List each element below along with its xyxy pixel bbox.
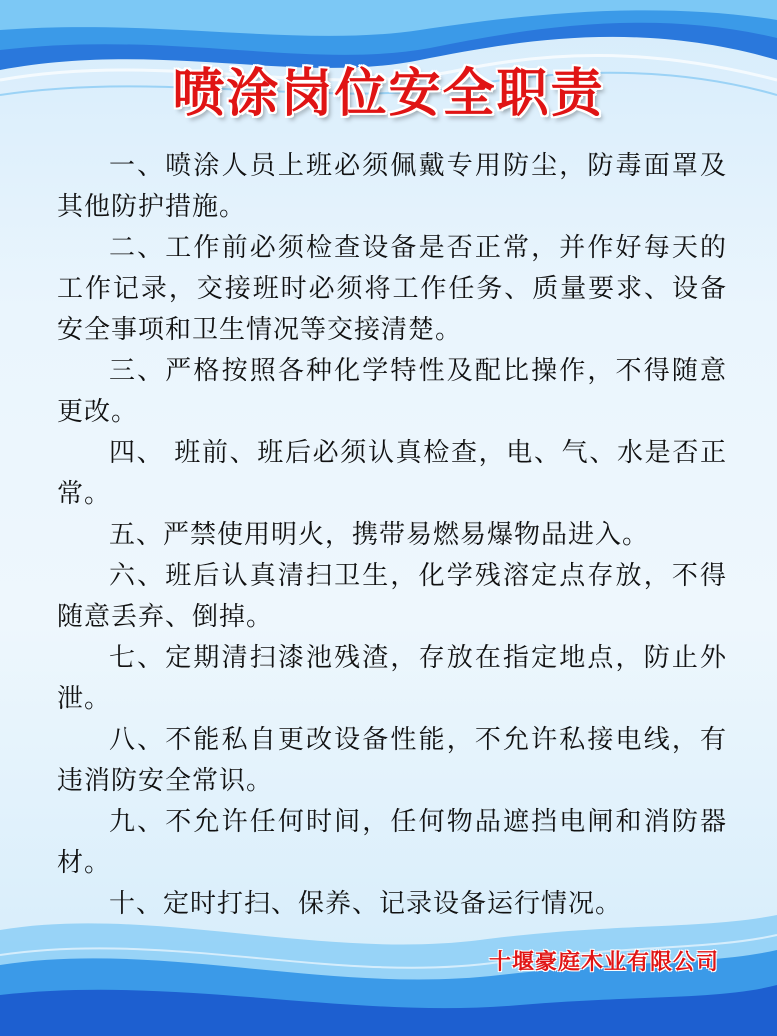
duty-item-5: 五、严禁使用明火，携带易燃易爆物品进入。 [109, 520, 650, 550]
duty-item-2: 二、工作前必须检查设备是否正常，并作好每天的工作记录，交接班时必须将工作任务、质量要求、设备安全事项和卫生情况等交接清楚。 [57, 233, 727, 345]
duty-item-9: 九、不允许任何时间，任何物品遮挡电闸和消防器材。 [57, 807, 727, 878]
duty-item-1: 一、喷涂人员上班必须佩戴专用防尘，防毒面罩及其他防护措施。 [57, 151, 727, 222]
duty-item-4: 四、 班前、班后必须认真检查，电、气、水是否正常。 [57, 438, 727, 509]
duty-item-8: 八、不能私自更改设备性能，不允许私接电线，有违消防安全常识。 [57, 725, 727, 796]
duty-item-6: 六、班后认真清扫卫生，化学残溶定点存放，不得随意丢弃、倒掉。 [57, 561, 727, 632]
page-title: 喷涂岗位安全职责 [172, 64, 605, 124]
duty-item-3: 三、严格按照各种化学特性及配比操作，不得随意更改。 [57, 356, 727, 427]
company-name: 十堰豪庭木业有限公司 [488, 950, 719, 975]
duty-item-10: 十、定时打扫、保养、记录设备运行情况。 [109, 889, 623, 919]
duty-item-7: 七、定期清扫漆池残渣，存放在指定地点，防止外泄。 [57, 643, 727, 714]
duties-list [57, 146, 727, 925]
